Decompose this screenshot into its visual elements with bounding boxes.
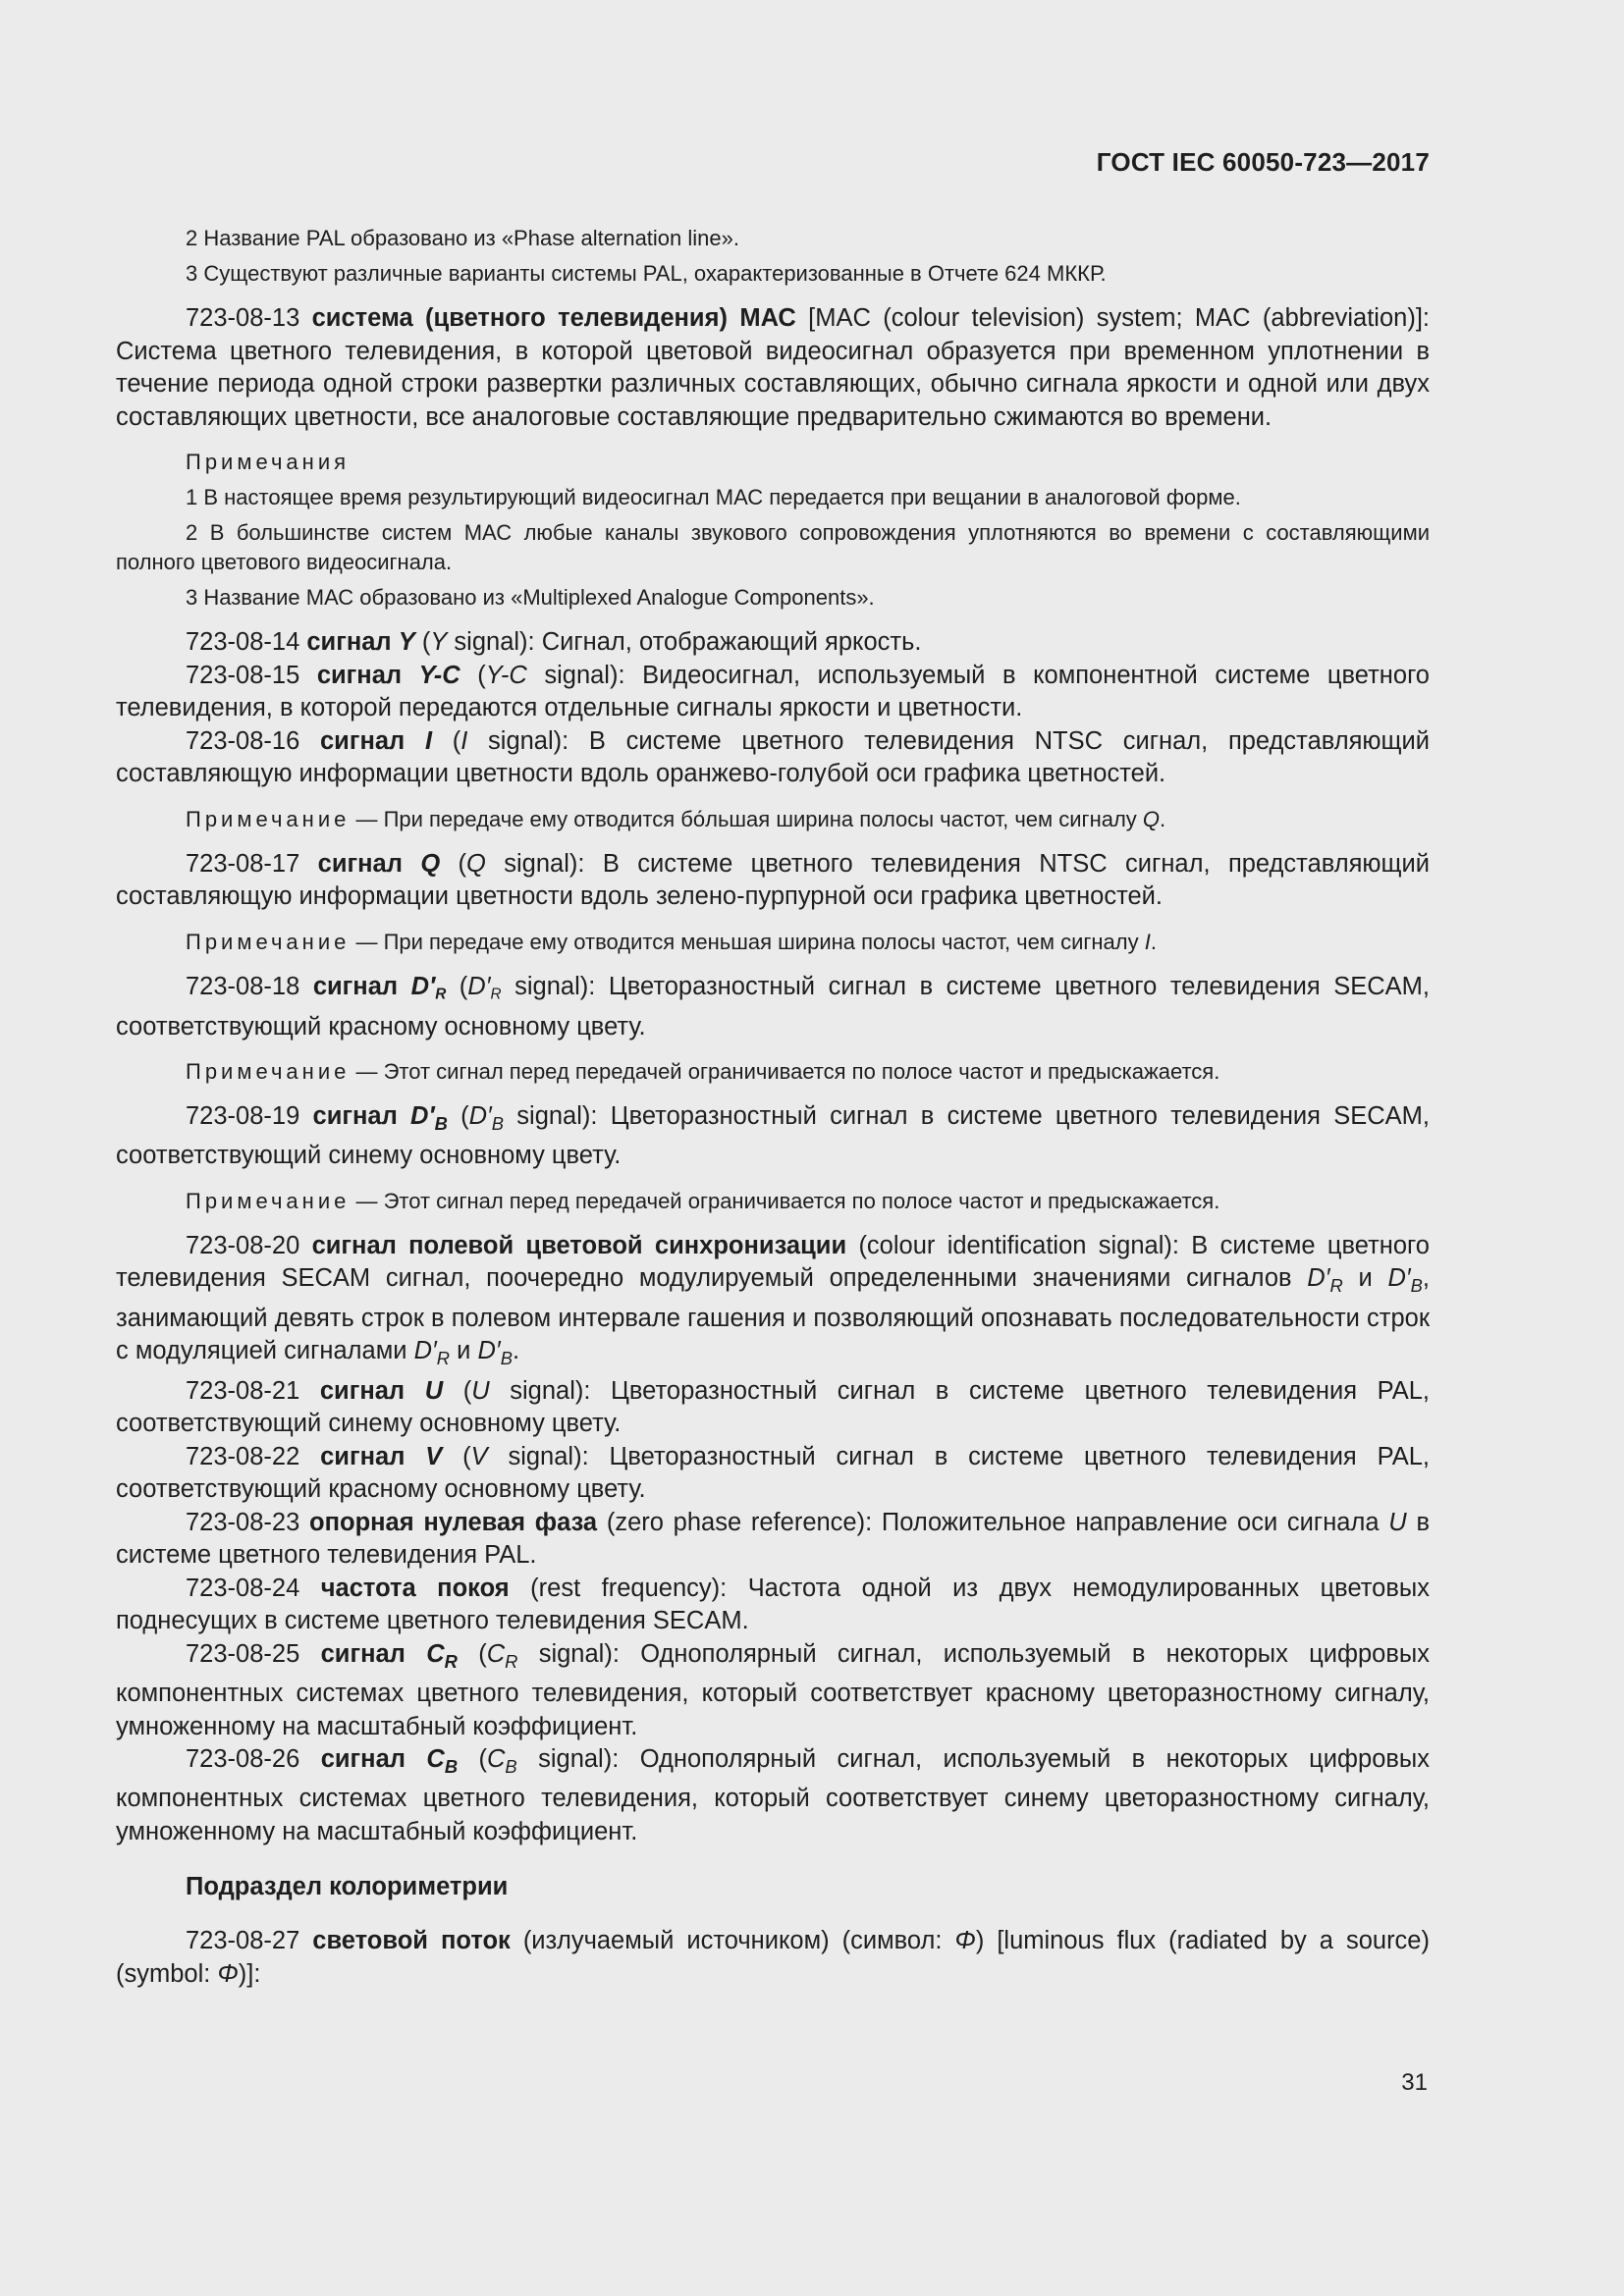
term-723-08-13: 723-08-13 система (цветного телевидения) МАС [MAC (colour television) system; MAC (abbreviation)]: Система цветного телевидения, в которой цветовой видеосигнал образуется при временном уплотнении в течение периода одной строки развертки различных составляющих, обычно сигнала яркости и одной или двух составляющих цветности, все аналоговые составляющие предварительно сжимаются во времени. <box>116 304 1430 431</box>
term-723-08-19: 723-08-19 сигнал $D'_B$ ($D'_B$ signal): Цветоразностный сигнал в системе цветного телевидения SECAM, соответствующий синему основному цвету. <box>116 1102 1430 1170</box>
page-number: 31 <box>1401 2069 1428 2096</box>
document-body <box>116 224 1430 1991</box>
note-top-2: 2 Название PAL образовано из «Phase alternation line». <box>186 226 739 250</box>
term-723-08-20: 723-08-20 сигнал полевой цветовой синхронизации (colour identification signal): В системе цветного телевидения SECAM сигнал, поочередно модулируемый определенными значениями сигналов $D'_R$ и $D'_B$, занимающий девять строк в полевом интервале гашения и позволяющий опознавать последовательности строк с модуляцией сигналами $D'_R$ и $D'_B$. <box>116 1231 1430 1369</box>
term-723-08-21: 723-08-21 сигнал U (U signal): Цветоразностный сигнал в системе цветного телевидения PAL, соответствующий синему основному цвету. <box>116 1376 1430 1438</box>
term-723-08-16: 723-08-16 сигнал I (I signal): В системе цветного телевидения NTSC сигнал, представляющий составляющую информации цветности вдоль оранжево-голубой оси графика цветностей. <box>116 726 1430 787</box>
term-723-08-22: 723-08-22 сигнал V (V signal): Цветоразностный сигнал в системе цветного телевидения PAL, соответствующий красному основному цвету. <box>116 1442 1430 1504</box>
document-header: ГОСТ IEC 60050-723—2017 <box>1096 147 1430 177</box>
term-723-08-18: 723-08-18 сигнал D′R (D′R signal): Цветоразностный сигнал в системе цветного телевидения SECAM, соответствующий красному основному цвету. <box>116 972 1430 1041</box>
term-723-08-17: 723-08-17 сигнал Q (Q signal): В системе цветного телевидения NTSC сигнал, представляющий составляющую информации цветности вдоль зелено-пурпурной оси графика цветностей. <box>116 849 1430 910</box>
note-18: Примечание — Этот сигнал перед передачей ограничивается по полосе частот и предыскажается. <box>186 1059 1220 1085</box>
note-13-1: 1 В настоящее время результирующий видеосигнал МАС передается при вещании в аналоговой форме. <box>186 485 1241 509</box>
note-17: Примечание — При передаче ему отводится меньшая ширина полосы частот, чем сигналу I. <box>186 929 1157 954</box>
section-heading: Подраздел колориметрии <box>186 1873 509 1901</box>
note-top-3: 3 Существуют различные варианты системы PAL, охарактеризованные в Отчете 624 МККР. <box>186 261 1107 286</box>
term-723-08-23: 723-08-23 опорная нулевая фаза (zero phase reference): Положительное направление оси сигнала U в системе цветного телевидения PAL. <box>116 1508 1430 1570</box>
term-723-08-15: 723-08-15 сигнал Y-C (Y-C signal): Видеосигнал, используемый в компонентной системе цветного телевидения, в которой передаются отдельные сигналы яркости и цветности. <box>116 661 1430 721</box>
term-723-08-14: 723-08-14 сигнал Y (Y signal): Сигнал, отображающий яркость. <box>186 628 922 656</box>
term-723-08-25: 723-08-25 сигнал $C_R$ ($C_R$ signal): Однополярный сигнал, используемый в некоторых цифровых компонентных системах цветного телевидения, который соответствует красному цветоразностному сигналу, умноженному на масштабный коэффициент. <box>116 1639 1430 1740</box>
note-19: Примечание — Этот сигнал перед передачей ограничивается по полосе частот и предыскажается. <box>186 1188 1220 1213</box>
term-723-08-24: 723-08-24 частота покоя (rest frequency): Частота одной из двух немодулированных цветовых поднесущих в системе цветного телевидения SECAM. <box>116 1574 1430 1635</box>
term-723-08-26: 723-08-26 сигнал $C_B$ ($C_B$ signal): Однополярный сигнал, используемый в некоторых цифровых компонентных системах цветного телевидения, который соответствует синему цветоразностному сигналу, умноженному на масштабный коэффициент. <box>116 1745 1430 1845</box>
note-13-2: 2 В большинстве систем МАС любые каналы звукового сопровождения уплотняются во времени с составляющими полного цветового видеосигнала. <box>116 520 1430 574</box>
notes-title: Примечания <box>186 450 351 474</box>
note-16: Примечание — При передаче ему отводится бо́льшая ширина полосы частот, чем сигналу Q. <box>186 806 1166 831</box>
term-723-08-27: 723-08-27 световой поток (излучаемый источником) (символ: Φ) [luminous flux (radiated by a source) (symbol: Φ)]: <box>116 1927 1430 1988</box>
note-13-3: 3 Название МАС образовано из «Multiplexed Analogue Components». <box>186 585 875 610</box>
